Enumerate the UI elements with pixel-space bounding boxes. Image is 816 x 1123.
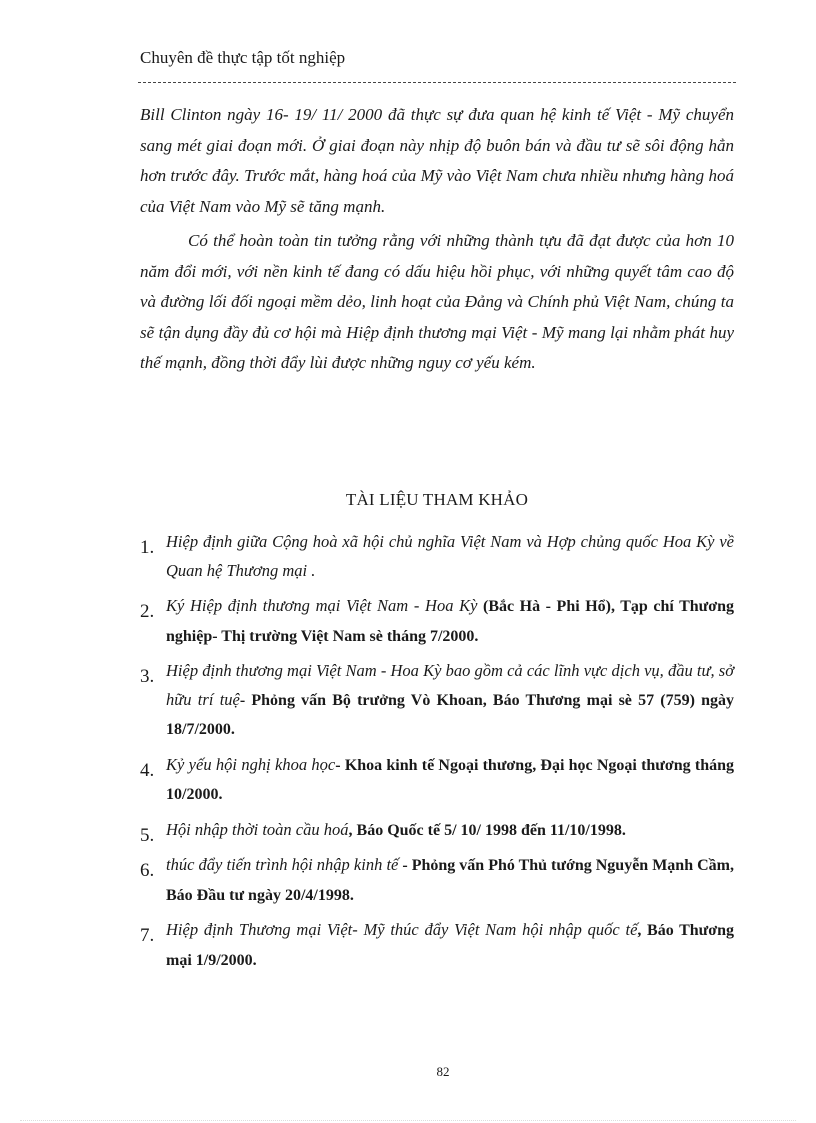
reference-source: - Phỏng vấn Bộ trưởng Vò Khoan, Báo Thương mại sè 57 (759) ngày 18/7/2000. bbox=[166, 691, 735, 738]
reference-source: - Khoa kinh tế Ngoại thương, Đại học Ngoại thương tháng 10/2000. bbox=[166, 756, 734, 803]
reference-item bbox=[140, 657, 734, 745]
reference-item bbox=[140, 528, 734, 586]
reference-number: 5. bbox=[140, 824, 155, 846]
reference-source: (Bắc Hà - Phi Hổ), Tạp chí Thương nghiệp- Thị trường Việt Nam sè tháng 7/2000. bbox=[166, 598, 734, 645]
paragraph: Có thể hoàn toàn tin tưởng rằng với những thành tựu đã đạt được của hơn 10 năm đổi mới, với nền kinh tế đang có dấu hiệu hồi phục, với những quyết tâm cao độ và đường lối đối ngoại mềm dẻo, linh hoạt của Đảng và Chính phủ Việt Nam, chúng ta sẽ tận dụng đầy đủ cơ hội mà Hiệp định thương mại Việt - Mỹ mang lại nhằm phát huy thế mạnh, đồng thời đẩy lùi được những nguy cơ yếu kém. bbox=[140, 231, 734, 372]
reference-number: 2. bbox=[140, 601, 155, 622]
reference-title: Hiệp định giữa Cộng hoà xã hội chủ nghĩa Việt Nam và Hợp chủng quốc Hoa Kỳ về Quan hệ Thương mại . bbox=[166, 532, 734, 580]
reference-title: Kỷ yếu hội nghị khoa học bbox=[166, 754, 336, 774]
page-header: Chuyên đề thực tập tốt nghiệp bbox=[140, 48, 346, 67]
reference-number: 7. bbox=[140, 925, 155, 946]
references-list bbox=[140, 528, 734, 981]
reference-item bbox=[140, 851, 734, 910]
reference-number: 4. bbox=[140, 759, 155, 781]
reference-source: - Phỏng vấn Phó Thủ tướng Nguyễn Mạnh Cầm, Báo Đầu tư ngày 20/4/1998. bbox=[166, 857, 734, 904]
paragraph: Bill Clinton ngày 16- 19/ 11/ 2000 đã thực sự đưa quan hệ kinh tế Việt - Mỹ chuyển sang mét giai đoạn mới. Ở giai đoạn này nhịp độ buôn bán và đầu tư sẽ sôi động hẳn hơn trước đây. Trước mắt, hàng hoá của Mỹ vào Việt Nam chưa nhiều nhưng hàng hoá của Việt Nam vào Mỹ sẽ tăng mạnh. bbox=[140, 105, 734, 216]
reference-number: 6. bbox=[140, 860, 155, 881]
reference-title: Hiệp định Thương mại Việt- Mỹ thúc đẩy Việt Nam hội nhập quốc tế bbox=[166, 920, 638, 939]
reference-source: , Báo Quốc tế 5/ 10/ 1998 đến 11/10/1998. bbox=[348, 821, 626, 839]
page-number: 82 bbox=[436, 1064, 450, 1079]
reference-title: Hiệp định thương mại Việt Nam - Hoa Kỳ bao gồm cả các lĩnh vực dịch vụ, đầu tư, sở hữu trí tuệ bbox=[166, 661, 734, 709]
reference-source: , Báo Thương mại 1/9/2000. bbox=[166, 922, 734, 969]
reference-title: Ký Hiệp định thương mại Việt Nam - Hoa Kỳ bbox=[166, 596, 478, 615]
footer-divider bbox=[20, 1120, 796, 1121]
reference-item bbox=[140, 592, 734, 651]
reference-title: thúc đẩy tiến trình hội nhập kinh tế bbox=[166, 855, 399, 874]
references-heading: TÀI LIỆU THAM KHẢO bbox=[345, 490, 529, 509]
reference-item bbox=[140, 916, 734, 975]
reference-item bbox=[140, 816, 734, 846]
body-text bbox=[140, 100, 734, 379]
reference-title: Hội nhập thời toàn cầu hoá bbox=[166, 819, 349, 839]
reference-number: 3. bbox=[140, 666, 155, 687]
reference-number: 1. bbox=[140, 537, 155, 558]
reference-item bbox=[140, 751, 734, 810]
header-divider bbox=[138, 82, 736, 83]
